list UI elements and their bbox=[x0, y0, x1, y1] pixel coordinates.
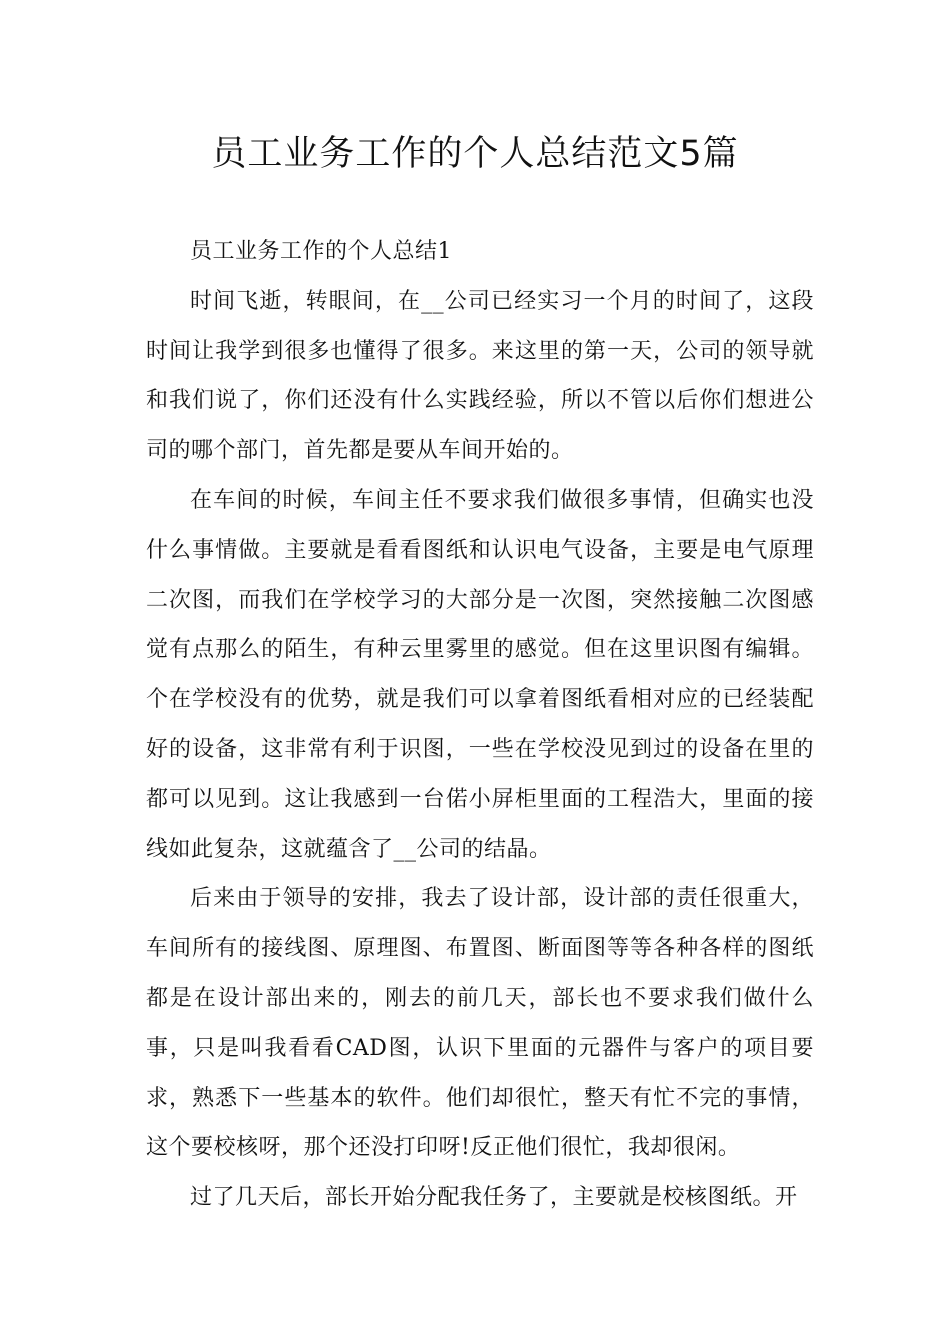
document-title: 员工业务工作的个人总结范文5篇 bbox=[211, 134, 739, 174]
paragraph: 时间飞逝，转眼间，在__公司已经实习一个月的时间了，这段时间让我学到很多也懂得了很多。来这里的第一天，公司的领导就和我们说了，你们还没有什么实践经验，所以不管以后你们想进公司的哪个部门，首先都是要从车间开始的。 bbox=[146, 288, 814, 464]
paragraph: 在车间的时候，车间主任不要求我们做很多事情，但确实也没什么事情做。主要就是看看图纸和认识电气设备，主要是电气原理二次图，而我们在学校学习的大部分是一次图，突然接触二次图感觉有点那么的陌生，有种云里雾里的感觉。但在这里识图有编辑。个在学校没有的优势，就是我们可以拿着图纸看相对应的已经装配好的设备，这非常有利于识图，一些在学校没见到过的设备在里的都可以见到。这让我感到一台偌小屏柜里面的工程浩大，里面的接线如此复杂，这就蕴含了__公司的结晶。 bbox=[146, 487, 814, 862]
document-body bbox=[146, 227, 814, 1223]
paragraph: 过了几天后，部长开始分配我任务了，主要就是校核图纸。开 bbox=[190, 1185, 798, 1211]
paragraph: 后来由于领导的安排，我去了设计部，设计部的责任很重大，车间所有的接线图、原理图、布置图、断面图等等各种各样的图纸都是在设计部出来的，刚去的前几天，部长也不要求我们做什么事，只是叫我看看CAD图，认识下里面的元器件与客户的项目要求，熟悉下一些基本的软件。他们却很忙，整天有忙不完的事情，这个要校核呀，那个还没打印呀!反正他们很忙，我却很闲。 bbox=[146, 886, 814, 1161]
section-heading: 员工业务工作的个人总结1 bbox=[190, 239, 452, 264]
